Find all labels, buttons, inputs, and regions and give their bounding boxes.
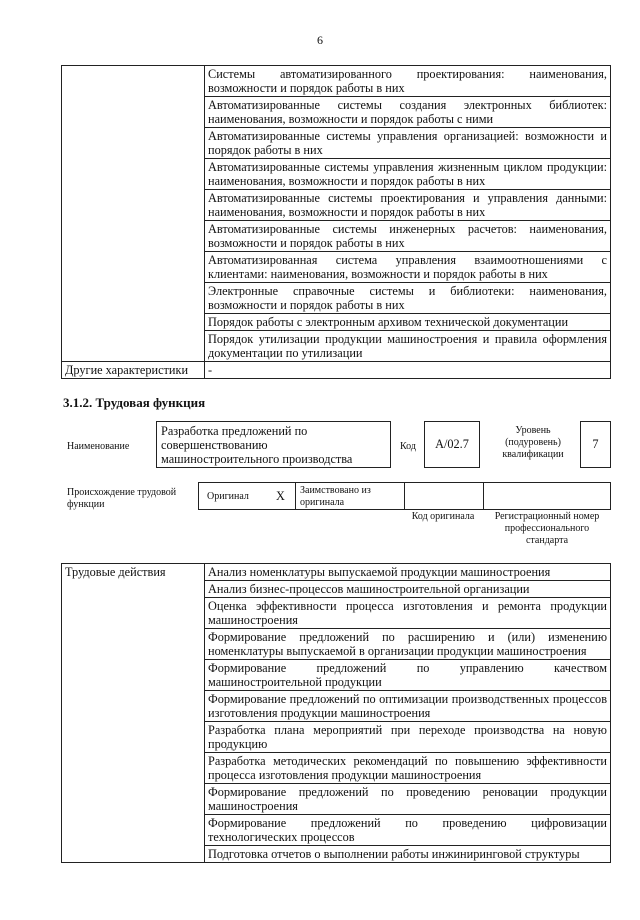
labor-action-item: Формирование предложений по управлению качеством машиностроительной продукции bbox=[205, 660, 611, 691]
labor-action-item: Анализ бизнес-процессов машиностроительной организации bbox=[205, 581, 611, 598]
original-label: Оригинал bbox=[207, 491, 249, 502]
name-label: Наименование bbox=[67, 441, 130, 452]
code-label: Код bbox=[400, 441, 416, 452]
table-row bbox=[62, 362, 611, 379]
knowledge-item: Системы автоматизированного проектирования: наименования, возможности и порядок работы в них bbox=[205, 66, 611, 97]
origin-divider bbox=[404, 482, 405, 510]
registration-number-caption: Регистрационный номер профессионального стандарта bbox=[494, 511, 600, 546]
page-number: 6 bbox=[317, 33, 323, 47]
original-code-caption: Код оригинала bbox=[411, 511, 475, 522]
labor-action-item: Формирование предложений по расширению и (или) изменению номенклатуры выпускаемой в организации продукции машиностроения bbox=[205, 629, 611, 660]
labor-actions-label: Трудовые действия bbox=[62, 564, 205, 863]
other-characteristics-label: Другие характеристики bbox=[62, 362, 205, 379]
labor-action-item: Формирование предложений по проведению реновации продукции машиностроения bbox=[205, 784, 611, 815]
knowledge-item: Автоматизированные системы проектирования и управления данными: наименования, возможности и порядок работы в них bbox=[205, 190, 611, 221]
qualification-level-label: Уровень (подуровень) квалификации bbox=[502, 425, 564, 460]
level-value: 7 bbox=[592, 437, 599, 451]
origin-divider bbox=[295, 482, 296, 510]
labor-action-item: Разработка плана мероприятий при переходе производства на новую продукцию bbox=[205, 722, 611, 753]
other-characteristics-value: - bbox=[205, 362, 611, 379]
labor-action-item: Разработка методических рекомендаций по повышению эффективности процесса изготовления продукции машиностроения bbox=[205, 753, 611, 784]
empty-label-cell bbox=[62, 66, 205, 362]
table-row bbox=[62, 66, 611, 97]
knowledge-item: Автоматизированные системы управления организацией: возможности и порядок работы в них bbox=[205, 128, 611, 159]
knowledge-item: Электронные справочные системы и библиотеки: наименования, возможности и порядок работы в них bbox=[205, 283, 611, 314]
labor-action-item: Формирование предложений по оптимизации производственных процессов изготовления продукции машиностроения bbox=[205, 691, 611, 722]
knowledge-item: Автоматизированная система управления взаимоотношениями с клиентами: наименования, возможности и порядок работы в них bbox=[205, 252, 611, 283]
original-mark: Х bbox=[276, 489, 285, 503]
labor-action-item: Оценка эффективности процесса изготовления и ремонта продукции машиностроения bbox=[205, 598, 611, 629]
knowledge-item: Порядок работы с электронным архивом технической документации bbox=[205, 314, 611, 331]
labor-action-item: Анализ номенклатуры выпускаемой продукции машиностроения bbox=[205, 564, 611, 581]
knowledge-table bbox=[61, 65, 611, 379]
knowledge-item: Автоматизированные системы создания электронных библиотек: наименования, возможности и порядок работы с ними bbox=[205, 97, 611, 128]
knowledge-item: Автоматизированные системы инженерных расчетов: наименования, возможности и порядок работы в них bbox=[205, 221, 611, 252]
table-row bbox=[62, 564, 611, 581]
labor-action-item: Подготовка отчетов о выполнении работы инжиниринговой структуры bbox=[205, 846, 611, 863]
knowledge-item: Порядок утилизации продукции машиностроения и правила оформления документации по утилизации bbox=[205, 331, 611, 362]
code-value: А/02.7 bbox=[435, 437, 469, 451]
function-name-value: Разработка предложений по совершенствованию машиностроительного производства bbox=[161, 424, 353, 466]
section-title: 3.1.2. Трудовая функция bbox=[63, 395, 206, 410]
labor-actions-table bbox=[61, 563, 611, 863]
borrowed-label: Заимствовано из оригинала bbox=[300, 485, 371, 508]
labor-action-item: Формирование предложений по проведению цифровизации технологических процессов bbox=[205, 815, 611, 846]
origin-label: Происхождение трудовой функции bbox=[67, 487, 177, 510]
origin-divider bbox=[483, 482, 484, 510]
knowledge-item: Автоматизированные системы управления жизненным циклом продукции: наименования, возможности и порядок работы в них bbox=[205, 159, 611, 190]
